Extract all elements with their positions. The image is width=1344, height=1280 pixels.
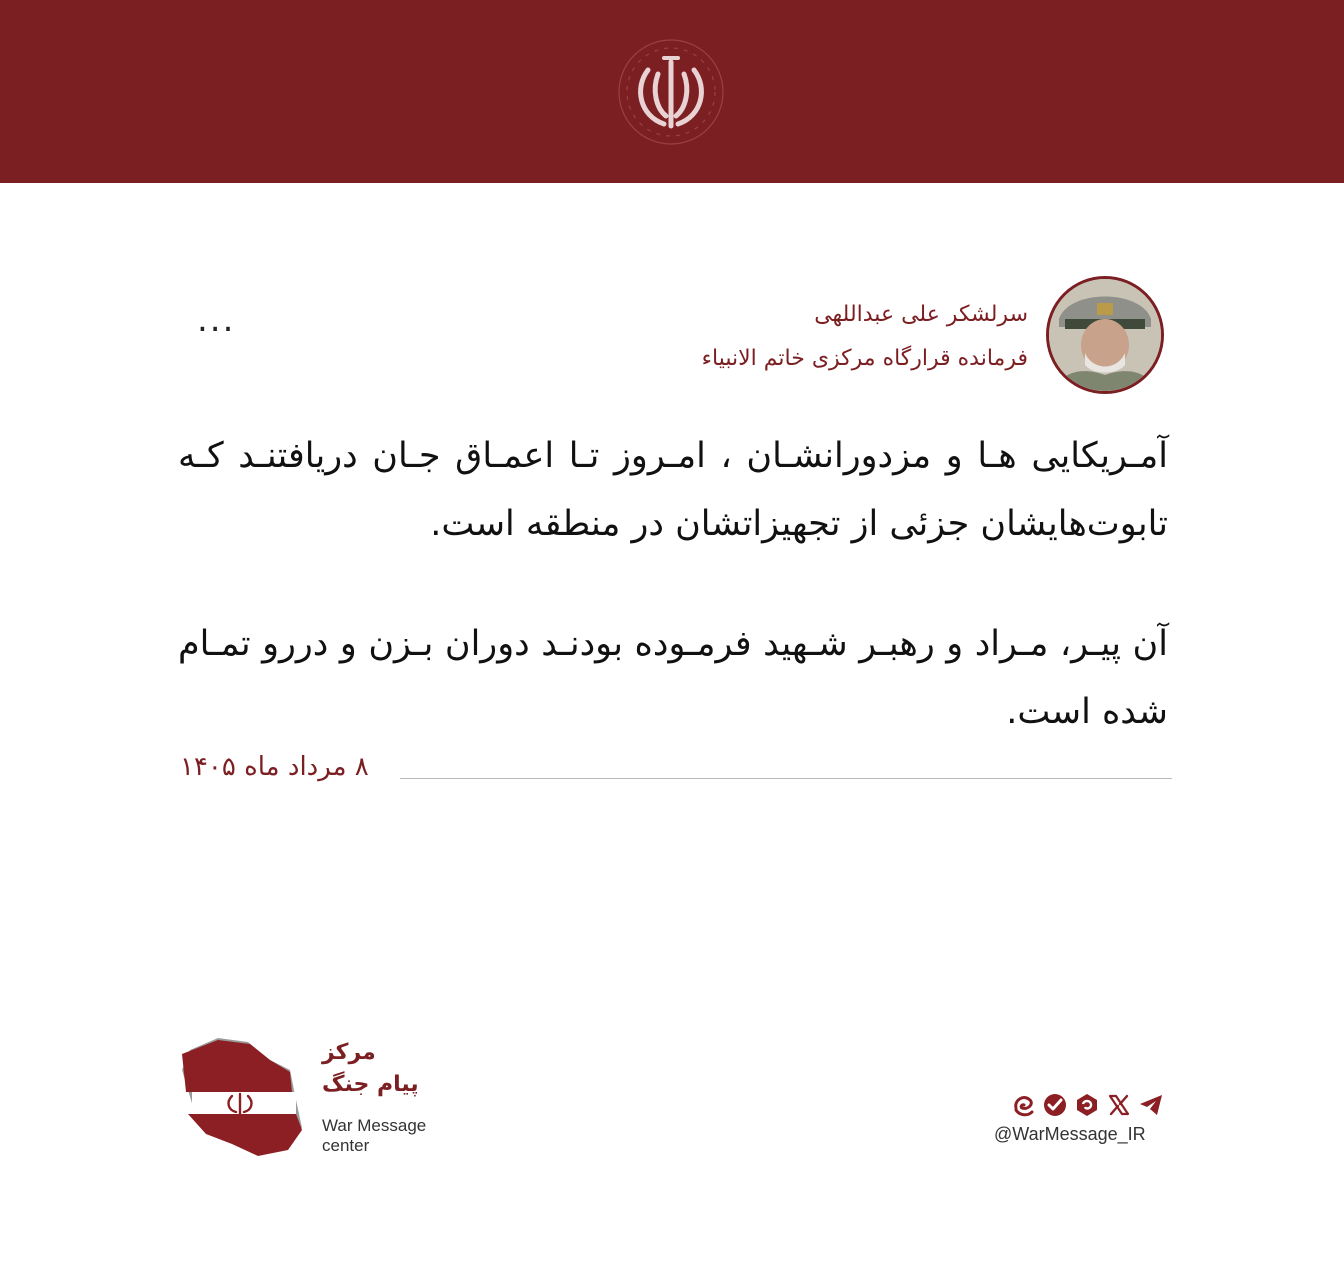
post-paragraph-1: آمـریکایی هـا و مزدورانشـان ، امـروز تـا اعمـاق جـان دریافتنـد کـه تابوت‌هایشان جزئی از تجهیزاتشان در منطقه است. xyxy=(178,436,1168,544)
war-message-center-logo xyxy=(178,1030,308,1160)
more-options-button[interactable]: ... xyxy=(197,300,236,340)
post-paragraph-2: آن پیـر، مـراد و رهبـر شـهید فرمـوده بودنـد دوران بـزن و دررو تمـام شده است. xyxy=(178,624,1168,732)
bale-icon[interactable] xyxy=(1042,1092,1068,1118)
header-banner xyxy=(0,0,1344,183)
social-icons xyxy=(994,1090,1164,1120)
date-row xyxy=(180,752,1172,796)
author-title: فرمانده قرارگاه مرکزی خاتم الانبیاء xyxy=(701,346,1028,371)
author-name[interactable]: سرلشکر علی عبداللهی xyxy=(814,302,1028,327)
brand-name-fa-line1: مرکز xyxy=(322,1040,376,1065)
iran-emblem-icon xyxy=(612,36,730,148)
brand-name-en-line2: center xyxy=(322,1136,370,1155)
general-portrait-avatar xyxy=(1049,279,1161,391)
avatar xyxy=(1046,276,1164,394)
post-date: ۸ مرداد ماه ۱۴۰۵ xyxy=(180,752,369,782)
social-handle[interactable]: @WarMessage_IR xyxy=(994,1124,1146,1144)
telegram-icon[interactable] xyxy=(1138,1092,1164,1118)
divider xyxy=(400,778,1172,779)
brand-name-fa-line2: پیام جنگ xyxy=(322,1072,419,1097)
x-icon[interactable] xyxy=(1106,1092,1132,1118)
rubika-icon[interactable] xyxy=(1074,1092,1100,1118)
brand-name-en-line1: War Message xyxy=(322,1116,427,1135)
eitaa-icon[interactable] xyxy=(1010,1092,1036,1118)
